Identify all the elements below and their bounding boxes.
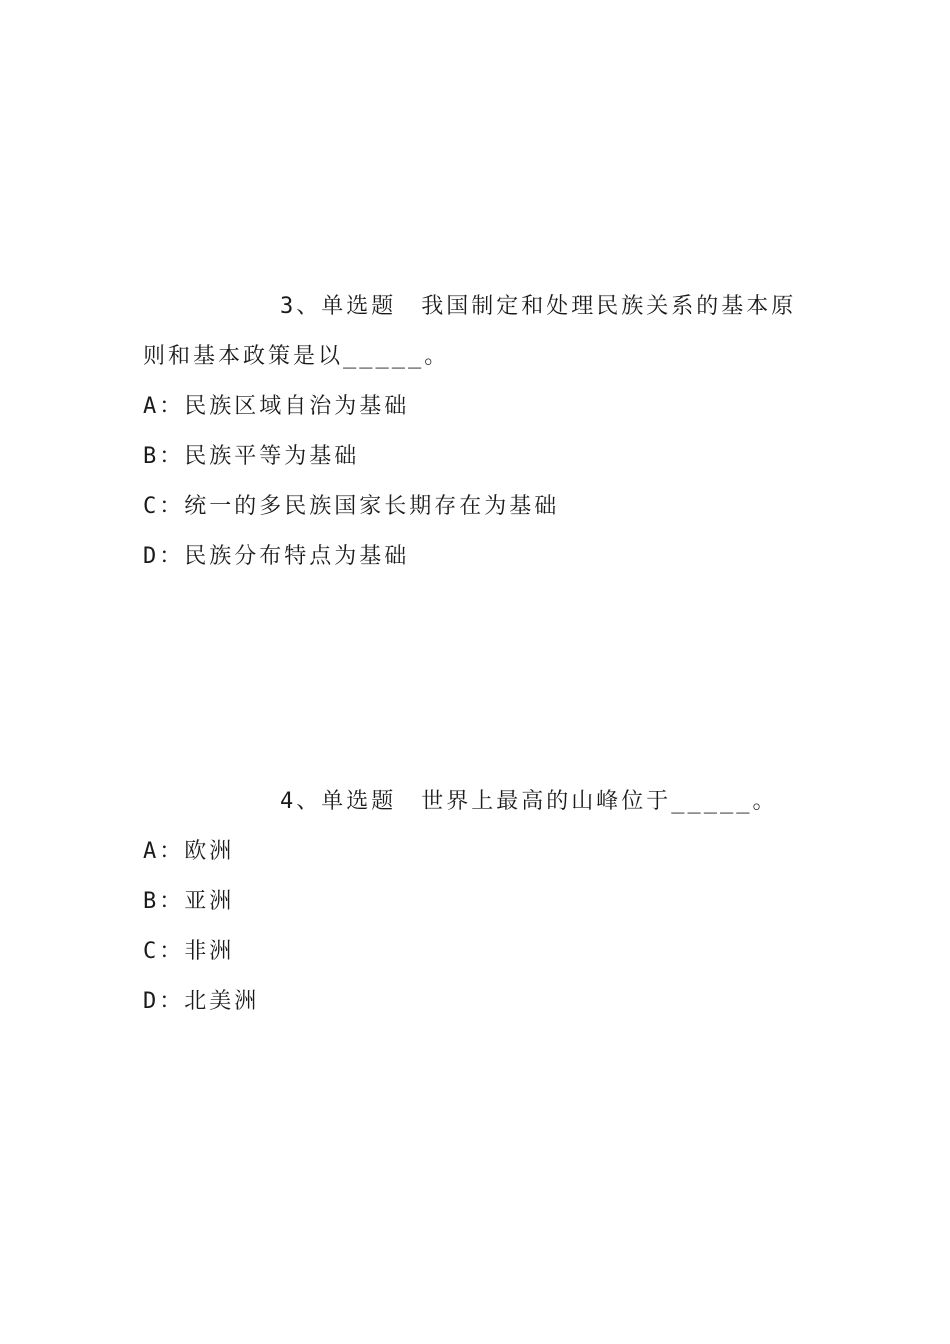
option-d: D：民族分布特点为基础 <box>143 544 410 569</box>
option-d: D：北美洲 <box>143 989 260 1014</box>
question-4 <box>143 777 808 1027</box>
option-list <box>143 382 808 582</box>
option-a: A：欧洲 <box>143 839 235 864</box>
option-c: C：统一的多民族国家长期存在为基础 <box>143 494 560 519</box>
question-3 <box>143 282 808 582</box>
option-a: A：民族区域自治为基础 <box>143 394 410 419</box>
question-stem: 3、单选题 我国制定和处理民族关系的基本原则和基本政策是以_____。 <box>143 294 797 369</box>
question-stem: 4、单选题 世界上最高的山峰位于_____。 <box>280 789 778 814</box>
option-c: C：非洲 <box>143 939 235 964</box>
option-list <box>143 827 808 1027</box>
option-b: B：亚洲 <box>143 889 235 914</box>
option-b: B：民族平等为基础 <box>143 444 360 469</box>
